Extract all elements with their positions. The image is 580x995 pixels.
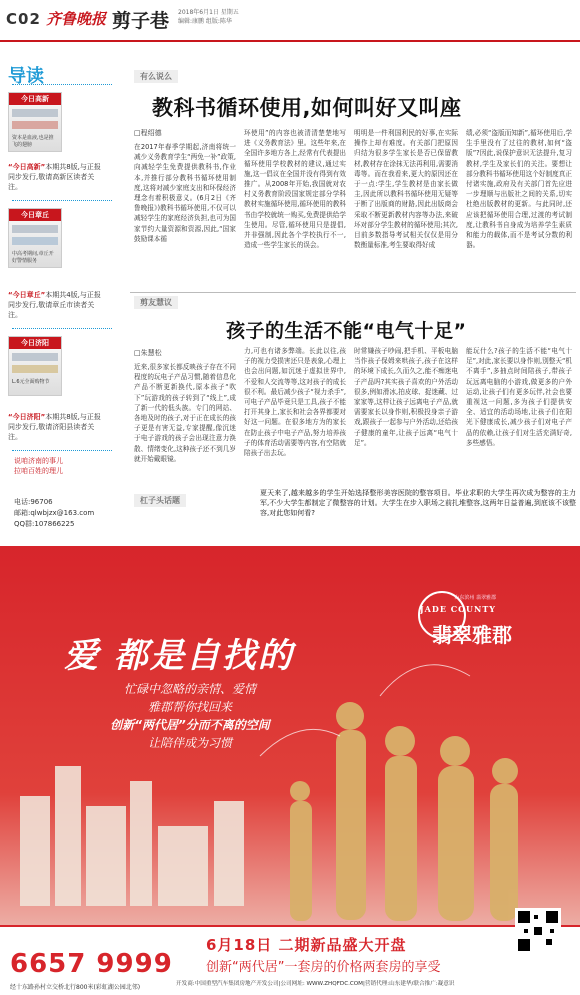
contact-info	[14, 497, 94, 530]
column-slogan	[14, 456, 63, 476]
ad-developer-line: 开发商:中国重型汽车集团房地产开发公司|公司网址: WWW.ZHQFDC.COM|营销代理:山东建华/联合推广:凝意识	[176, 981, 455, 987]
article-byline: □程绍德	[134, 129, 162, 137]
issue-editors: 编辑:康鹏 组版:陈华	[178, 18, 232, 25]
supplement-name: “今日济阳”	[8, 413, 46, 421]
section-title: 剪子巷	[112, 10, 170, 32]
real-estate-ad[interactable]	[0, 546, 580, 995]
divider	[12, 450, 112, 451]
thumbnail-title: 今日济阳	[9, 337, 61, 349]
supplement-thumbnail[interactable]	[8, 336, 62, 396]
supplement-thumbnail[interactable]	[8, 208, 62, 268]
supplement-blurb	[8, 412, 106, 442]
issue-info	[178, 8, 298, 26]
thumbnail-photo	[12, 109, 58, 117]
supplement-name: “今日高新”	[8, 163, 46, 171]
sidebar-title: 导读	[8, 66, 44, 87]
supplement-thumbnail[interactable]	[8, 92, 62, 152]
article-kicker: 有么说么	[134, 70, 178, 83]
thumbnail-photo	[12, 365, 58, 373]
ad-phone-number[interactable]: 6657 9999	[10, 949, 173, 979]
divider	[12, 200, 112, 201]
supplement-text: 本期共8版,与正报同步发行,敬请济阳县读者关注。	[8, 413, 101, 441]
article-headline: 孩子的生活不能“电气十足”	[226, 320, 467, 342]
divider	[12, 84, 112, 85]
contact-email[interactable]: 邮箱:qlwbjzx@163.com	[14, 509, 95, 517]
slogan-line: 说咱济南的事儿	[14, 457, 63, 465]
slogan-line: 拉咱百姓的理儿	[14, 467, 63, 475]
thumbnail-caption: L.6元全面购物节	[12, 379, 50, 385]
thumbnail-photo	[12, 237, 58, 245]
article-column: 近来,很多家长都反映孩子存在不同程度的玩电子产品习惯,随着信息化产品不断更新换代,原本孩子“吹下”玩游戏的孩子转到了“线上”,成了新一代的低头族。专门的网站、各地及时的孩子,对于正在成长的孩子更是有害无益,专家提醒,像沉迷于电子游戏的孩子会出现注意力涣散、情绪变化,这种孩子还不到几岁就开始戴眼镜。	[134, 363, 236, 463]
contact-phone: 电话:96706	[14, 498, 53, 506]
ad-copy-line: 忙碌中忽略的亲情、爱情	[123, 682, 256, 696]
thumbnail-title: 今日高新	[9, 93, 61, 105]
thumbnail-photo	[12, 353, 58, 361]
newspaper-logo: 齐鲁晚报	[46, 10, 107, 28]
qr-pattern	[518, 911, 558, 951]
ad-slogan: 爱 都是自找的	[64, 636, 294, 676]
topic-summary: 夏天来了,越来越多的学生开始选择整形美容医院的整容项目。毕业求职的大学生再次成为整容的主力军,不少大学生都制定了微整容的计划。大学生在步入职场之前扎堆整容,这两年日益普遍,到底该不该整容,对此您如何看?	[260, 489, 576, 517]
thumbnail-photo	[12, 225, 58, 233]
divider	[130, 292, 576, 293]
article-headline: 教科书循环使用,如何叫好又叫座	[152, 96, 462, 120]
thumbnail-caption: 资本是血液,也是推飞的翅膀	[12, 135, 54, 148]
article-column: 能玩什么?孩子的生活不能“电气十足”,对此,家长要以身作则,别整天“机不离手”,多抽点时间陪孩子,带孩子玩远离电脑的小游戏,做更多的户外运动,让孩子们有更多玩伴,社会也要重视这一问题,多为孩子们提供安全、适宜的活动场地,让孩子们在阳光下健康成长,减少孩子们对电子产品的依赖,让孩子们对生活充满好奇,多些感悟。	[466, 347, 572, 447]
thumbnail-caption: 中高考期间,章丘开好警情服务	[12, 251, 54, 264]
supplement-text: 本期共4版,与正报同步发行,敬请章丘市读者关注。	[8, 291, 101, 319]
thumbnail-photo	[12, 121, 58, 129]
qr-code[interactable]	[515, 908, 561, 954]
ad-copy-line: 创新“两代居”分而不离的空间	[110, 718, 270, 732]
article-column: 环使用”的内容也被清清楚楚地写进《义务教育法》里。这些年来,在全国许多地方各上,经常有代表提出循环使用学校教材的建议,通过实施,这一倡议在全国并没有得到有效推广。从2008年开始,我国就对农村义务教育阶段国家规定部分学科教材实施循环使用,循环使用的教科书由学校就统一购买,免费提供给学生使用。尽管,循环使用只是提倡,并非强制,因此各个学校执行不一,造成一些学生家长的误会。	[244, 129, 346, 250]
supplement-blurb	[8, 290, 106, 320]
issue-date: 2018年6月1日 星期五	[178, 9, 239, 16]
ad-copy-line: 雅郡帮你找回来	[147, 700, 232, 714]
ad-address: 经十东路孙村立交桥北行800米(彩虹湖公园北邻)	[10, 984, 141, 991]
ad-event-title: 6月18日 二期新品盛大开盘	[206, 936, 407, 954]
ad-event-subtitle: 创新“两代居”一套房的价格两套房的享受	[206, 960, 441, 975]
page-number: C02	[6, 10, 41, 28]
article-column: 绩,必须“盗版而知新”,循环使用后,学生手里没有了过往的教材,如何“盗版”?因此,说保护意识无法提升,复习教材,学生及家长们的关注。要想让部分教科书循环使用这个好制度真正付诸实施,政府及有关部门首先应进一步理顺与出版社之间的关系,切实杜绝出版教材的更新。与此同时,还应该把循环使用合理,过渡的考试制度,让教科书自身成为培养学生素质和能力的载体,而不是考试分数的利器。	[466, 129, 572, 250]
supplement-text: 本期共8版,与正报同步发行,敬请高新区读者关注。	[8, 163, 101, 191]
family-silhouette	[290, 702, 518, 921]
article-kicker: 剪友慧议	[134, 296, 178, 309]
article-byline: □朱慧松	[134, 349, 162, 357]
divider	[12, 328, 112, 329]
brand-name-en: JADE COUNTY	[419, 604, 496, 614]
article-column: 力,可也有诸多弊端。长此以往,孩子的视力受损害还只是表象,心理上也会出问题,如沉迷于虚拟世界中,不爱和人交流等等,这对孩子的成长很不利。最后减少孩子“视力杀手”,可电子产品毕竟只是工具,孩子不能打开其身上,家长和社会各界都要对好这一问题。在很多地方为的家长在防止孩子中电子产品,努力培养孩子的体育活动需要等内容,有空陪就陪孩子出去玩。	[244, 347, 346, 458]
article-column: 时常嫌孩子吵闹,把手机、平板电脑当作孩子保姆来哄孩子,孩子在这样的环境下成长,久而久之,能不痴迷电子产品吗?其实孩子喜欢的户外活动很多,例如滑冰,拍皮球、捉迷藏、过家家等,这样让孩子远离电子产品,就需要家长以身作则,积极投身亲子游戏,跟孩子一起参与户外活动,还给孩子健康的童年,让孩子远离“电气十足”。	[354, 347, 458, 447]
supplement-blurb	[8, 162, 106, 192]
contact-qq: QQ群:107866225	[14, 520, 75, 528]
thumbnail-title: 今日章丘	[9, 209, 61, 221]
brand-location: 山东滨州 翡翠雅郡	[454, 595, 496, 601]
brand-name-cn: 翡翠雅郡	[432, 623, 512, 647]
ad-copy-line: 让陪伴成为习惯	[147, 736, 232, 750]
article-column: 明明是一件利国利民的好事,在实际操作上却有难度。有关部门把原因归结为很多学生家长是否已保留教材,教材存在涂抹无法再利用,需要消毒等。而在我看来,更大的原因还在于一点:学生,学生教材是由家长做主,因此所以教科书循环使用无疑等于断了出版商的财路,因此出版商会采取不断更新教材内容等办法,来破坏对部分学生教材的循环使用;其次,目前多数指导考试相关仅仅是用分数衡量标准,考生要取得好成	[354, 129, 458, 250]
supplement-name: “今日章丘”	[8, 291, 46, 299]
article-column: 在2017年春季学期起,济南将统一减少义务教育学生“两免一补”政策,向减轻学生免费提供教科书,作业本,并推行部分教科书循环使用制度,这将对减少家庭支出和环保经济理念有着积极意义。(6月2日《齐鲁晚报》)教科书循环使用,不仅可以减轻学生的家庭经济负担,也可为国家节约大量资源和资源,因此,“国家鼓励课本循	[134, 143, 236, 243]
article-kicker: 杠子头话题	[134, 494, 186, 507]
